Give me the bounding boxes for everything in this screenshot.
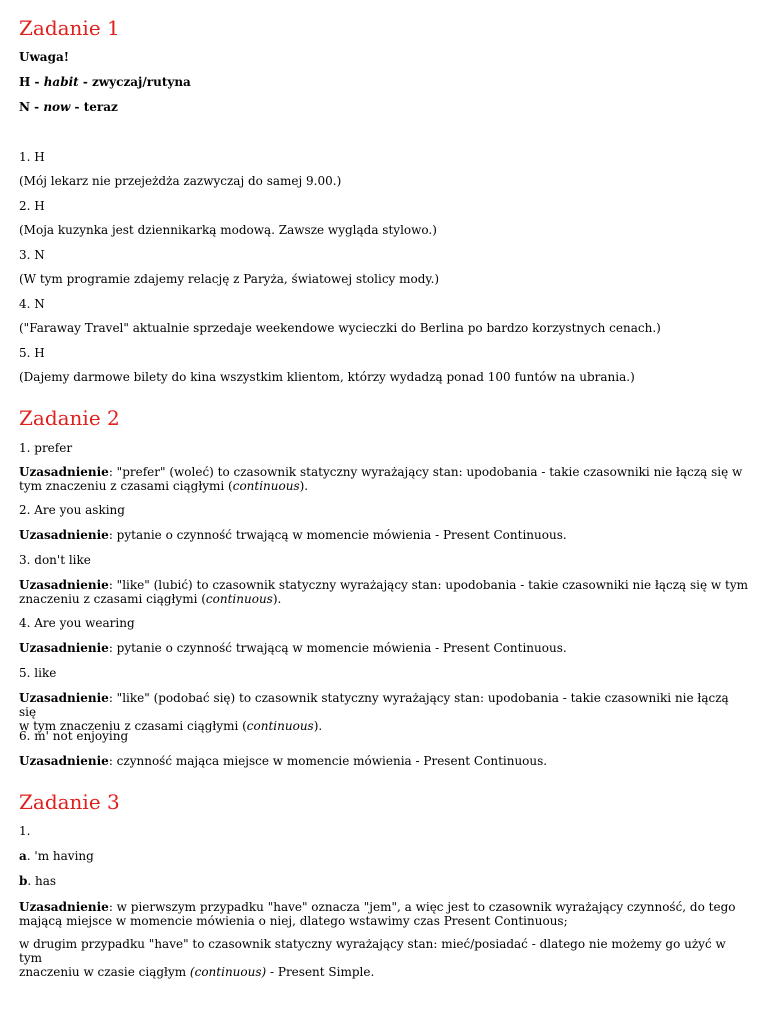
section-title-zadanie-2: Zadanie 2 — [19, 406, 120, 430]
z3-number: 1. — [19, 824, 31, 838]
z1-answer-2: 2. H — [19, 199, 45, 213]
z2-answer-3: 3. don't like — [19, 553, 91, 567]
z1-answer-5: 5. H — [19, 346, 45, 360]
z2-reason-4: Uzasadnienie: pytanie o czynność trwającą w momencie mówienia - Present Continuous. — [19, 641, 567, 655]
note-heading: Uwaga! — [19, 50, 70, 64]
z2-answer-6: 6. m' not enjoying — [19, 729, 129, 743]
z1-answer-1: 1. H — [19, 150, 45, 164]
z2-answer-2: 2. Are you asking — [19, 503, 125, 517]
z1-translation-1: (Mój lekarz nie przejeżdża zazwyczaj do samej 9.00.) — [19, 174, 342, 188]
z2-answer-5: 5. like — [19, 666, 57, 680]
z1-answer-3: 3. N — [19, 248, 45, 262]
z1-translation-5: (Dajemy darmowe bilety do kina wszystkim klientom, którzy wydadzą ponad 100 funtów na ubrania.) — [19, 370, 635, 384]
section-title-zadanie-1: Zadanie 1 — [19, 16, 120, 40]
legend-now: N - now - teraz — [19, 100, 118, 114]
z3-answer-b: b. has — [19, 874, 57, 888]
z2-answer-1: 1. prefer — [19, 441, 73, 455]
z1-translation-3: (W tym programie zdajemy relację z Paryża, światowej stolicy mody.) — [19, 272, 440, 286]
z1-translation-2: (Moja kuzynka jest dziennikarką modową. Zawsze wygląda stylowo.) — [19, 223, 437, 237]
z1-answer-4: 4. N — [19, 297, 45, 311]
z2-answer-4: 4. Are you wearing — [19, 616, 135, 630]
z2-reason-3: Uzasadnienie: "like" (lubić) to czasownik statyczny wyrażający stan: upodobania - takie czasowniki nie łączą się w tym znaczeniu z czasami ciągłymi (continuous). — [19, 578, 748, 606]
z3-answer-a: a. 'm having — [19, 849, 94, 863]
z3-reason: Uzasadnienie: w pierwszym przypadku "have" oznacza "jem", a więc jest to czasownik wyrażający czynność, do tego mającą miejsce w momencie mówienia o niej, dlatego wstawimy czas Present Continuous; — [19, 900, 736, 928]
z2-reason-2: Uzasadnienie: pytanie o czynność trwającą w momencie mówienia - Present Continuous. — [19, 528, 567, 542]
z1-translation-4: ("Faraway Travel" aktualnie sprzedaje weekendowe wycieczki do Berlina po bardzo korzystnych cenach.) — [19, 321, 661, 335]
z2-reason-1: Uzasadnienie: "prefer" (woleć) to czasownik statyczny wyrażający stan: upodobania - takie czasowniki nie łączą się w tym znaczeniu z czasami ciągłymi (continuous). — [19, 465, 743, 493]
z2-reason-6: Uzasadnienie: czynność mająca miejsce w momencie mówienia - Present Continuous. — [19, 754, 548, 768]
z2-reason-5: Uzasadnienie: "like" (podobać się) to czasownik statyczny wyrażający stan: upodobania - takie czasowniki nie łączą się w tym znaczeniu z czasami ciągłymi (continuous). — [19, 691, 729, 733]
z3-reason-continued: w drugim przypadku "have" to czasownik statyczny wyrażający stan: mieć/posiadać - dlatego nie możemy go użyć w tym znaczeniu w czasie ciągłym (continuous) - Present Simple. — [19, 937, 726, 979]
section-title-zadanie-3: Zadanie 3 — [19, 790, 120, 814]
legend-habit: H - habit - zwyczaj/rutyna — [19, 75, 191, 89]
